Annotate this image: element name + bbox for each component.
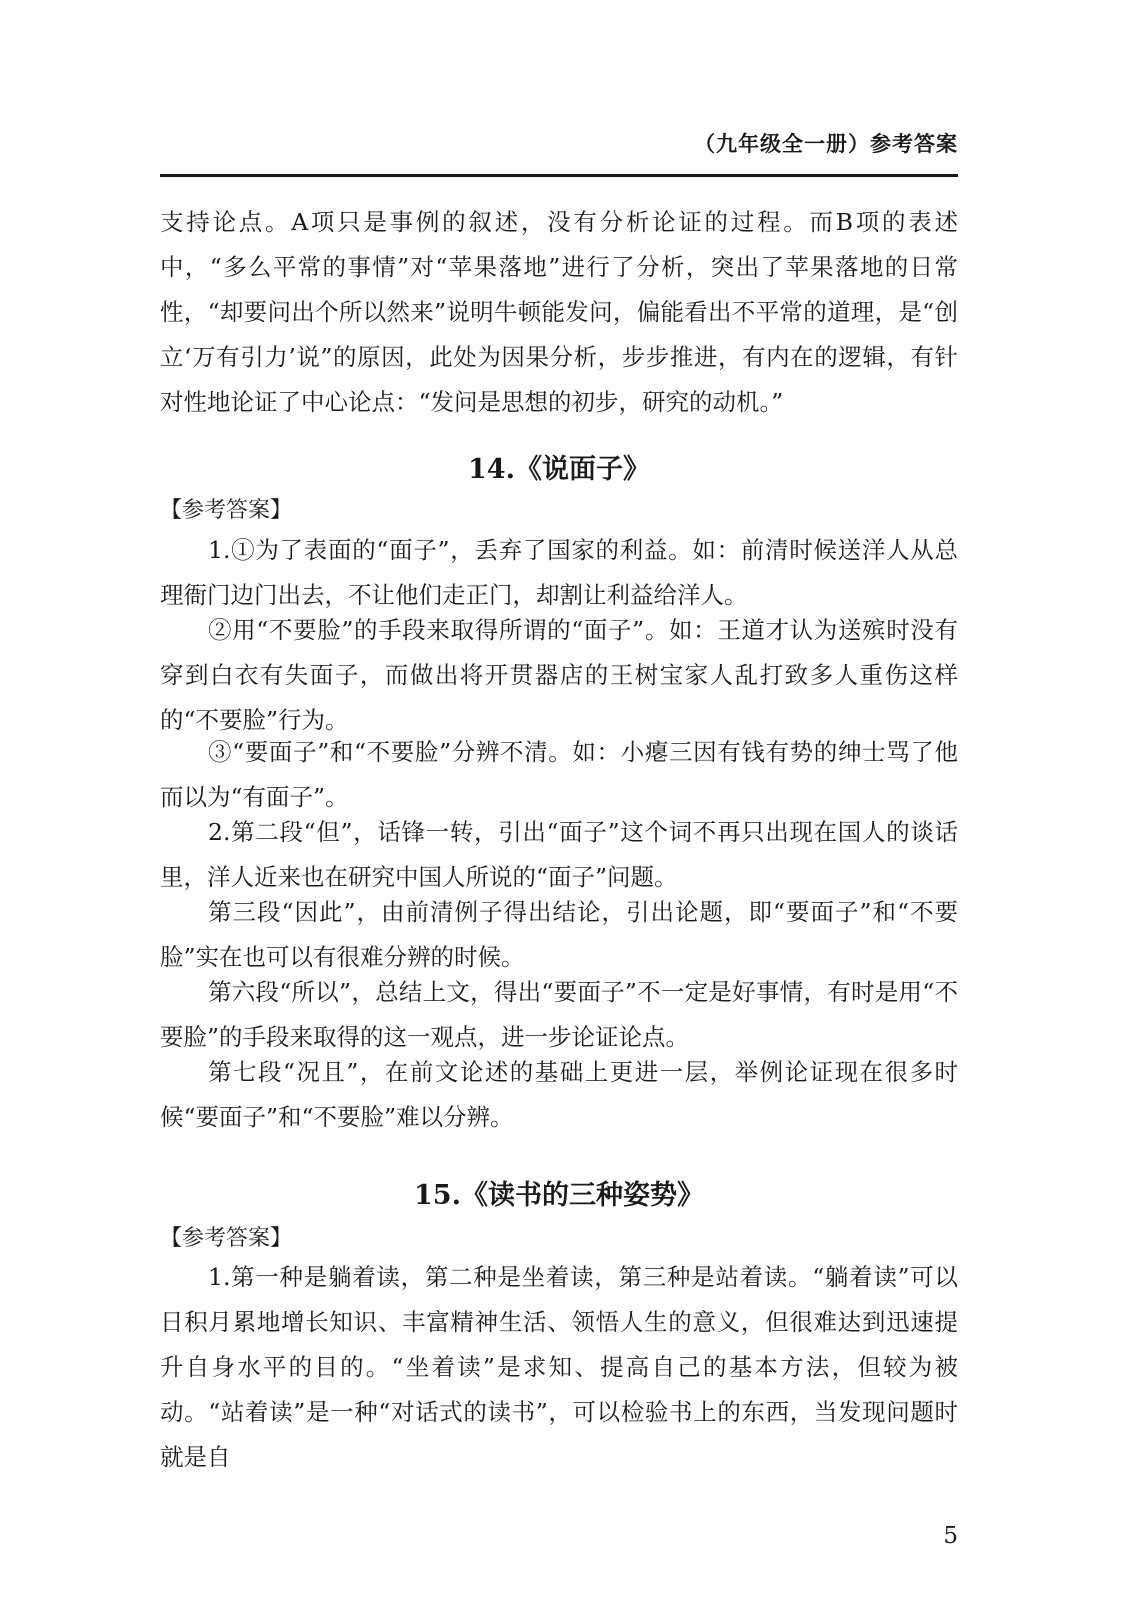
section-14-title: 14.《说面子》	[468, 454, 650, 485]
s14-answer-1-2: ②用“不要脸”的手段来取得所谓的“面子”。如：王道才认为送殡时没有穿到白衣有失面子，而做出将开贯器店的王树宝家人乱打致多人重伤这样的“不要脸”行为。	[160, 616, 958, 734]
section-15-answer-label: 【参考答案】	[160, 1226, 293, 1251]
s14-answer-2-para3: 第三段“因此”，由前清例子得出结论，引出论题，即“要面子”和“不要脸”实在也可以有很难分辨的时候。	[160, 898, 958, 971]
running-header: （九年级全一册）参考答案	[694, 132, 958, 156]
s14-answer-1: 1.①为了表面的“面子”，丢弃了国家的利益。如：前清时候送洋人从总理衙门边门出去，不让他们走正门，却割让利益给洋人。	[160, 536, 958, 609]
s15-answer-1: 1.第一种是躺着读，第二种是坐着读，第三种是站着读。“躺着读”可以日积月累地增长知识、丰富精神生活、领悟人生的意义，但很难达到迅速提升自身水平的目的。“坐着读”是求知、提高自己的基本方法，但较为被动。“站着读”是一种“对话式的读书”，可以检验书上的东西，当发现问题时就是自	[160, 1263, 958, 1471]
header-rule	[160, 174, 958, 177]
s14-answer-1-3: ③“要面子”和“不要脸”分辨不清。如：小瘪三因有钱有势的绅士骂了他而以为“有面子”。	[160, 738, 958, 811]
section-14-answer-label: 【参考答案】	[160, 498, 293, 523]
s14-answer-2-para6: 第六段“所以”，总结上文，得出“要面子”不一定是好事情，有时是用“不要脸”的手段来取得的这一观点，进一步论证论点。	[160, 978, 958, 1051]
page-number: 5	[943, 1523, 958, 1549]
s14-answer-2: 2.第二段“但”，话锋一转，引出“面子”这个词不再只出现在国人的谈话里，洋人近来也在研究中国人所说的“面子”问题。	[160, 818, 958, 891]
s14-answer-2-para7: 第七段“况且”，在前文论述的基础上更进一层，举例论证现在很多时候“要面子”和“不要脸”难以分辨。	[160, 1058, 958, 1131]
section-15-title: 15.《读书的三种姿势》	[414, 1180, 704, 1211]
continued-paragraph: 支持论点。A项只是事例的叙述，没有分析论证的过程。而B项的表述中，“多么平常的事情”对“苹果落地”进行了分析，突出了苹果落地的日常性，“却要问出个所以然来”说明牛顿能发问，偏能看出不平常的道理，是“创立‘万有引力’说”的原因，此处为因果分析，步步推进，有内在的逻辑，有针对性地论证了中心论点：“发问是思想的初步，研究的动机。”	[160, 208, 958, 416]
